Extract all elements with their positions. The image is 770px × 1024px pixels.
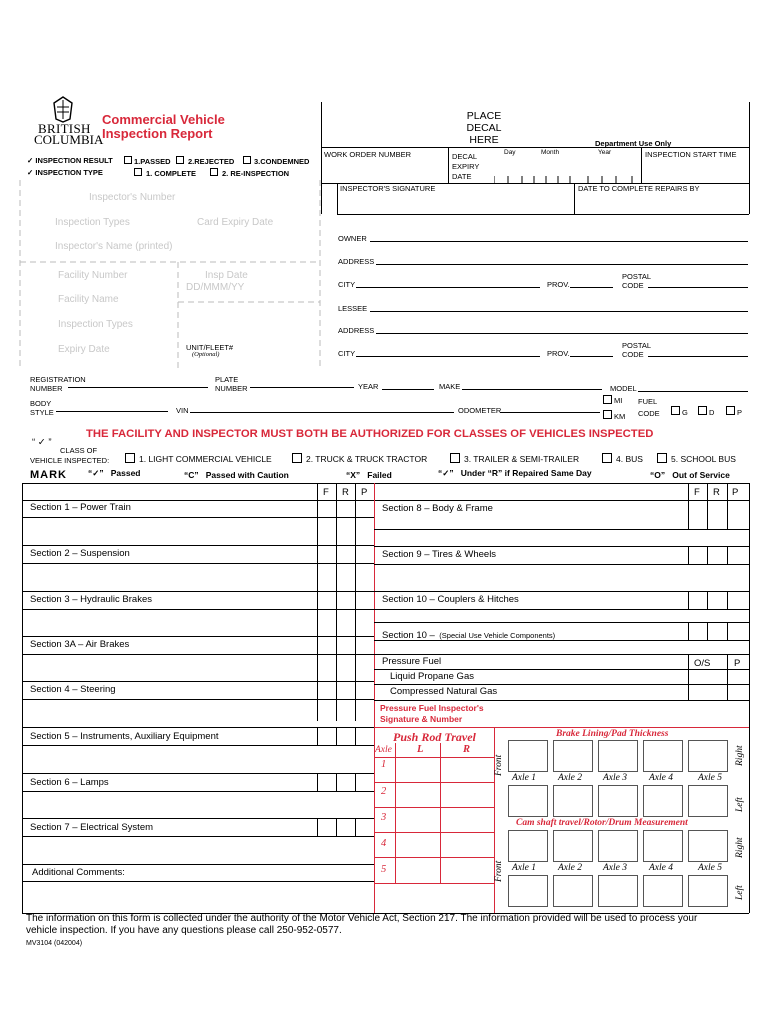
inspection-type-row: ✓ INSPECTION TYPE xyxy=(27,168,103,177)
right-col-p: P xyxy=(732,487,739,498)
push-rod-row-1: 1 xyxy=(381,759,387,770)
type-reinspection-checkbox[interactable] xyxy=(210,168,218,176)
brake-lining-title: Brake Lining/Pad Thickness xyxy=(556,729,669,739)
section-7-label: Section 7 – Electrical System xyxy=(30,822,154,833)
class-5-label: 5. SCHOOL BUS xyxy=(671,454,736,464)
ghost-insp-date-format: DD/MMM/YY xyxy=(186,282,245,293)
lessee-city-field[interactable] xyxy=(356,356,540,357)
lining-cell[interactable] xyxy=(598,740,638,772)
cam-cell[interactable] xyxy=(553,875,593,907)
cam-cell[interactable] xyxy=(598,875,638,907)
left-col-f: F xyxy=(323,487,329,498)
fuel-p-checkbox[interactable] xyxy=(726,406,735,415)
result-condemned-label: 3.CONDEMNED xyxy=(254,157,310,166)
class-1-label: 1. LIGHT COMMERCIAL VEHICLE xyxy=(139,454,272,464)
section-10-special-label: Section 10 – (Special Use Vehicle Components) xyxy=(382,630,556,641)
vehicle-inspected-label: VEHICLE INSPECTED: xyxy=(30,456,110,465)
ghost-facility-name: Facility Name xyxy=(58,294,119,305)
decal-expiry-label: DECAL EXPIRY DATE xyxy=(452,152,480,181)
lining-cell[interactable] xyxy=(553,740,593,772)
cam-cell[interactable] xyxy=(598,830,638,862)
cam-cell[interactable] xyxy=(688,875,728,907)
lining-axle-4: Axle 4 xyxy=(649,773,674,783)
fuel-g-checkbox[interactable] xyxy=(671,406,680,415)
fuel-d-label: D xyxy=(709,408,715,417)
lessee-prov-field[interactable] xyxy=(570,356,613,357)
class-2-label: 2. TRUCK & TRUCK TRACTOR xyxy=(306,454,428,464)
cng-label: Compressed Natural Gas xyxy=(390,686,498,697)
cam-axle-3: Axle 3 xyxy=(603,863,628,873)
year-field[interactable] xyxy=(382,389,434,390)
cam-cell[interactable] xyxy=(553,830,593,862)
fuel-d-checkbox[interactable] xyxy=(698,406,707,415)
type-complete-label: 1. COMPLETE xyxy=(146,169,197,178)
cam-cell[interactable] xyxy=(643,830,683,862)
legend-caution: “C” Passed with Caution xyxy=(184,470,289,480)
city-field[interactable] xyxy=(356,287,540,288)
place-decal-label: PLACE DECAL HERE xyxy=(466,110,502,146)
inspection-start-label: INSPECTION START TIME xyxy=(645,150,737,159)
lining-axle-5: Axle 5 xyxy=(698,773,723,783)
type-reinspection-label: 2. RE-INSPECTION xyxy=(222,169,290,178)
cam-left-label: Left xyxy=(735,885,745,900)
right-col-r: R xyxy=(713,487,720,498)
lining-axle-2: Axle 2 xyxy=(558,773,583,783)
lessee-city-label: CITY xyxy=(338,349,356,358)
department-use-label: Department Use Only xyxy=(595,139,672,148)
class-5-checkbox[interactable] xyxy=(657,453,667,463)
left-col-r: R xyxy=(342,487,349,498)
make-label: MAKE xyxy=(439,382,461,391)
form-title-2: Inspection Report xyxy=(102,126,213,141)
left-col-p: P xyxy=(361,487,368,498)
km-label: KM xyxy=(614,412,626,421)
section-8-label: Section 8 – Body & Frame xyxy=(382,503,493,514)
lessee-field[interactable] xyxy=(370,311,748,312)
fuel-p-col-label: P xyxy=(734,658,741,669)
cam-shaft-title: Cam shaft travel/Rotor/Drum Measurement xyxy=(516,818,688,828)
prov-field[interactable] xyxy=(570,287,613,288)
ghost-inspection-types: Inspection Types xyxy=(55,217,130,228)
push-rod-title: Push Rod Travel xyxy=(393,730,476,744)
result-passed-checkbox[interactable] xyxy=(124,156,132,164)
month-label: Month xyxy=(541,149,560,156)
section-2-label: Section 2 – Suspension xyxy=(30,548,130,559)
lining-front-label: Front xyxy=(494,754,504,776)
lining-cell[interactable] xyxy=(643,740,683,772)
result-passed-label: 1.PASSED xyxy=(134,157,171,166)
body-style-label: BODY STYLE xyxy=(30,399,54,417)
legend-repaired: “✓” Under “R” if Repaired Same Day xyxy=(438,468,592,478)
additional-comments-label: Additional Comments: xyxy=(32,867,125,878)
agency-name: BRITISH xyxy=(38,121,91,136)
city-label: CITY xyxy=(338,280,356,289)
lining-cell[interactable] xyxy=(643,785,683,817)
ghost-insp-date: Insp Date xyxy=(205,270,248,281)
push-rod-row-2: 2 xyxy=(381,786,387,797)
cam-cell[interactable] xyxy=(508,875,548,907)
form-number: MV3104 (042004) xyxy=(26,940,83,947)
section-3a-label: Section 3A – Air Brakes xyxy=(30,639,130,650)
odometer-label: ODOMETER xyxy=(458,406,502,415)
lining-cell[interactable] xyxy=(508,740,548,772)
ghost-card-expiry: Card Expiry Date xyxy=(197,217,274,228)
result-condemned-checkbox[interactable] xyxy=(243,156,251,164)
km-checkbox[interactable] xyxy=(603,410,612,419)
ghost-facility-number: Facility Number xyxy=(58,270,128,281)
cam-right-label: Right xyxy=(735,837,745,858)
push-rod-axle-label: Axle xyxy=(375,745,392,755)
mi-label: MI xyxy=(614,396,623,405)
footer-text-1: The information on this form is collected under the authority of the Motor Vehicle Act, Section 217. The information provided will be used to process your xyxy=(26,913,698,924)
fuel-os-label: O/S xyxy=(694,658,711,669)
fuel-signature-label: Pressure Fuel Inspector's Signature & Number xyxy=(380,703,484,724)
class-3-checkbox[interactable] xyxy=(450,453,460,463)
model-field[interactable] xyxy=(638,391,748,392)
unit-fleet-label: UNIT/FLEET# xyxy=(186,343,234,352)
plate-number-label: PLATE NUMBER xyxy=(215,375,248,393)
vin-label: VIN xyxy=(176,406,189,415)
class-check-mark: “ ✓ ” xyxy=(32,437,52,448)
section-5-label: Section 5 – Instruments, Auxiliary Equipment xyxy=(30,731,219,742)
lining-right-label: Right xyxy=(735,745,745,766)
section-10-couplers-label: Section 10 – Couplers & Hitches xyxy=(382,594,519,605)
right-col-f: F xyxy=(694,487,700,498)
owner-field[interactable] xyxy=(370,241,748,242)
cam-axle-5: Axle 5 xyxy=(698,863,723,873)
cam-axle-2: Axle 2 xyxy=(558,863,583,873)
address-label: ADDRESS xyxy=(338,257,375,266)
lessee-postal-label: POSTAL CODE xyxy=(622,341,652,359)
owner-label: OWNER xyxy=(338,234,367,243)
legend-passed: “✓” Passed xyxy=(88,468,141,478)
section-1-label: Section 1 – Power Train xyxy=(30,502,131,513)
body-style-field[interactable] xyxy=(56,411,168,412)
unit-fleet-optional: (Optional) xyxy=(192,351,220,358)
agency-name-2: COLUMBIA xyxy=(34,132,104,147)
footer-text-2: vehicle inspection. If you have any questions please call 250-952-0577. xyxy=(26,925,342,936)
form-title-1: Commercial Vehicle xyxy=(102,112,225,127)
odometer-field[interactable] xyxy=(500,412,600,413)
push-rod-row-3: 3 xyxy=(381,812,387,823)
cam-cell[interactable] xyxy=(688,830,728,862)
cam-cell[interactable] xyxy=(643,875,683,907)
ghost-inspection-types-2: Inspection Types xyxy=(58,319,133,330)
class-of-label: CLASS OF xyxy=(60,446,98,455)
postal-code-label: POSTAL CODE xyxy=(622,272,652,290)
make-field[interactable] xyxy=(462,389,602,390)
legend-failed: “X” Failed xyxy=(346,470,392,480)
push-rod-r-label: R xyxy=(463,744,471,755)
lessee-prov-label: PROV. xyxy=(547,349,570,358)
pressure-fuel-label: Pressure Fuel xyxy=(382,656,442,667)
section-4-label: Section 4 – Steering xyxy=(30,684,116,695)
lining-left-label: Left xyxy=(735,797,745,812)
inspector-signature-label: INSPECTOR'S SIGNATURE xyxy=(340,184,436,193)
ghost-inspector-number: Inspector's Number xyxy=(89,192,176,203)
lining-cell[interactable] xyxy=(688,740,728,772)
registration-number-label: REGISTRATION NUMBER xyxy=(30,375,86,393)
ghost-expiry-date: Expiry Date xyxy=(58,344,110,355)
class-1-checkbox[interactable] xyxy=(125,453,135,463)
ghost-inspector-name: Inspector's Name (printed) xyxy=(55,241,173,252)
fuel-g-label: G xyxy=(682,408,688,417)
lining-cell[interactable] xyxy=(598,785,638,817)
authorization-notice: THE FACILITY AND INSPECTOR MUST BOTH BE AUTHORIZED FOR CLASSES OF VEHICLES INSPECTED xyxy=(86,428,654,440)
day-label: Day xyxy=(504,149,516,156)
section-3-label: Section 3 – Hydraulic Brakes xyxy=(30,594,152,605)
cam-axle-4: Axle 4 xyxy=(649,863,674,873)
date-to-complete-label: DATE TO COMPLETE REPAIRS BY xyxy=(578,184,700,193)
address-field[interactable] xyxy=(376,264,748,265)
mark-label: MARK xyxy=(30,469,67,481)
vin-field[interactable] xyxy=(190,412,454,413)
push-rod-row-5: 5 xyxy=(381,864,387,875)
result-rejected-label: 2.REJECTED xyxy=(188,157,235,166)
mi-checkbox[interactable] xyxy=(603,395,612,404)
section-9-label: Section 9 – Tires & Wheels xyxy=(382,549,497,560)
model-label: MODEL xyxy=(610,384,637,393)
class-4-label: 4. BUS xyxy=(616,454,643,464)
cam-front-label: Front xyxy=(494,860,504,882)
lessee-postal-field[interactable] xyxy=(648,356,748,357)
lining-axle-3: Axle 3 xyxy=(603,773,628,783)
result-rejected-checkbox[interactable] xyxy=(176,156,184,164)
lessee-address-label: ADDRESS xyxy=(338,326,375,335)
lpg-label: Liquid Propane Gas xyxy=(390,671,474,682)
year-label-vehicle: YEAR xyxy=(358,382,379,391)
fuel-p-label: P xyxy=(737,408,743,417)
lessee-label: LESSEE xyxy=(338,304,368,313)
section-6-label: Section 6 – Lamps xyxy=(30,777,109,788)
class-2-checkbox[interactable] xyxy=(292,453,302,463)
work-order-label: WORK ORDER NUMBER xyxy=(324,150,412,159)
class-4-checkbox[interactable] xyxy=(602,453,612,463)
year-label: Year xyxy=(598,149,612,156)
type-complete-checkbox[interactable] xyxy=(134,168,142,176)
cam-cell[interactable] xyxy=(508,830,548,862)
class-3-label: 3. TRAILER & SEMI-TRAILER xyxy=(464,454,580,464)
prov-label: PROV. xyxy=(547,280,570,289)
postal-code-field[interactable] xyxy=(648,287,748,288)
lining-cell[interactable] xyxy=(688,785,728,817)
inspection-result-row: ✓ INSPECTION RESULT xyxy=(27,156,113,165)
push-rod-row-4: 4 xyxy=(381,838,387,849)
lining-cell[interactable] xyxy=(553,785,593,817)
bc-crest-logo xyxy=(50,95,76,123)
fuel-code-label: FUEL CODE xyxy=(638,397,660,418)
legend-out-of-service: “O” Out of Service xyxy=(650,470,730,480)
push-rod-l-label: L xyxy=(417,744,424,755)
plate-number-field[interactable] xyxy=(250,387,354,388)
lining-axle-1: Axle 1 xyxy=(512,773,537,783)
registration-number-field[interactable] xyxy=(68,387,208,388)
cam-axle-1: Axle 1 xyxy=(512,863,537,873)
lining-cell[interactable] xyxy=(508,785,548,817)
lessee-address-field[interactable] xyxy=(376,333,748,334)
